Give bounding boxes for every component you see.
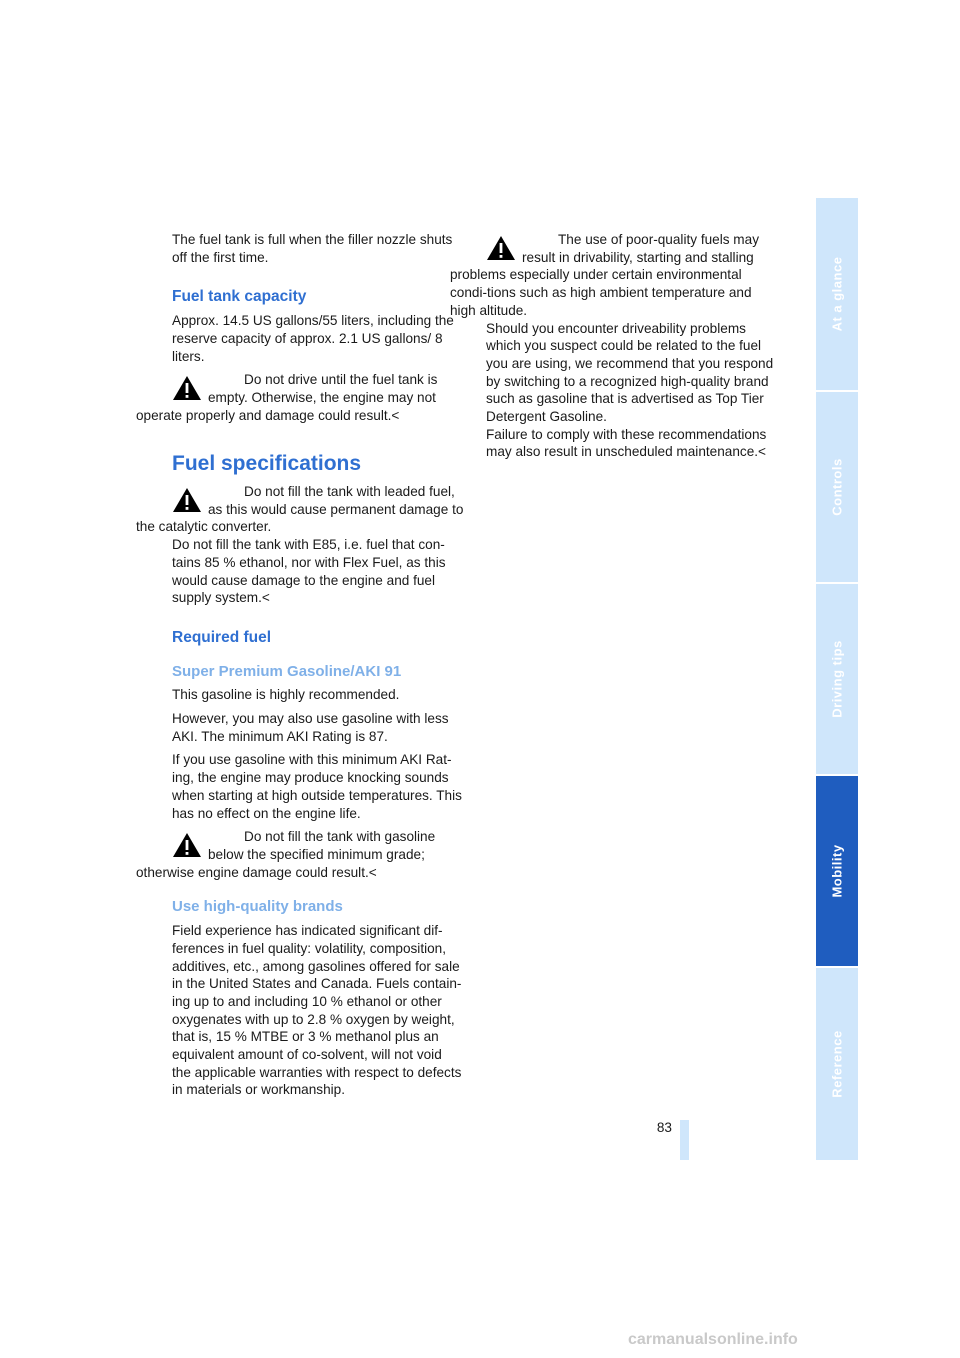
warning-min-grade	[136, 828, 464, 881]
warning-icon	[172, 375, 202, 401]
warning-poor-quality	[450, 231, 778, 461]
heading-fuel-specifications: Fuel specifications	[172, 452, 362, 476]
heading-required-fuel: Required fuel	[172, 628, 272, 646]
heading-high-quality-brands: Use high-quality brands	[172, 898, 343, 916]
recommended-paragraph: This gasoline is highly recommended.	[172, 687, 400, 703]
warning-empty-text: Do not drive until the fuel tank is empty. Otherwise, the engine may not operate properly and damage could result.<	[136, 372, 438, 423]
warning-empty-tank	[136, 371, 464, 424]
warning-leaded-fuel	[136, 483, 464, 607]
tab-at-a-glance[interactable]: At a glance	[816, 198, 858, 390]
heading-super-premium: Super Premium Gasoline/AKI 91	[172, 662, 402, 680]
driveability-paragraph: Should you encounter driveability problems which you suspect could be related to the fuel you are using, we recommend that you respond by switching to a recognized high-quality brand such as gasoline that is advertised as Top Tier Detergent Gasoline.	[486, 320, 774, 425]
warning-leaded-text: Do not fill the tank with leaded fuel, as this would cause permanent damage to the catalytic converter.	[136, 484, 464, 535]
warning-e85-text: Do not fill the tank with E85, i.e. fuel that con-tains 85 % ethanol, nor with Flex Fuel, as this would cause damage to the engine and fuel supply system.<	[172, 537, 446, 606]
heading-fuel-tank-capacity: Fuel tank capacity	[172, 288, 307, 306]
warning-poor-text: The use of poor-quality fuels may result in drivability, starting and stalling problems especially under certain environmental condi-tions such as high ambient temperature and high altitude.	[450, 232, 759, 318]
watermark: carmanualsonline.info	[628, 1331, 798, 1348]
less-aki-paragraph: However, you may also use gasoline with less AKI. The minimum AKI Rating is 87.	[172, 711, 449, 744]
knocking-paragraph: If you use gasoline with this minimum AKI Rat-ing, the engine may produce knocking sounds when starting at high outside temperatures. This has no effect on the engine life.	[172, 752, 462, 821]
tab-driving-tips[interactable]: Driving tips	[816, 584, 858, 774]
left-column	[136, 231, 464, 1099]
tab-controls[interactable]: Controls	[816, 392, 858, 582]
warning-icon	[172, 487, 202, 513]
right-column	[450, 231, 778, 461]
brands-paragraph: Field experience has indicated significant dif-ferences in fuel quality: volatility, composition, additives, etc., among gasolines offered for sale in the United States and Canada. Fuels contain-ing up to and including 10 % ethanol or other oxygenates with up to 2.8 % oxygen by weight, that is, 15 % MTBE or 3 % methanol plus an equivalent amount of co-solvent, will not void the applicable warranties with respect to defects in materials or workmanship.	[172, 923, 462, 1098]
tab-mobility[interactable]: Mobility	[816, 776, 858, 966]
warning-icon	[172, 832, 202, 858]
tab-reference[interactable]: Reference	[816, 968, 858, 1160]
intro-paragraph: The fuel tank is full when the filler nozzle shuts off the first time.	[172, 232, 453, 265]
page-number: 83	[656, 1120, 672, 1135]
page-number-bar	[680, 1120, 689, 1160]
warning-grade-text: Do not fill the tank with gasoline below the specified minimum grade; otherwise engine damage could result.<	[136, 829, 436, 880]
failure-paragraph: Failure to comply with these recommendations may also result in unscheduled maintenance.<	[486, 426, 767, 460]
warning-icon	[486, 235, 516, 261]
capacity-paragraph: Approx. 14.5 US gallons/55 liters, including the reserve capacity of approx. 2.1 US gallons/ 8 liters.	[172, 313, 454, 364]
